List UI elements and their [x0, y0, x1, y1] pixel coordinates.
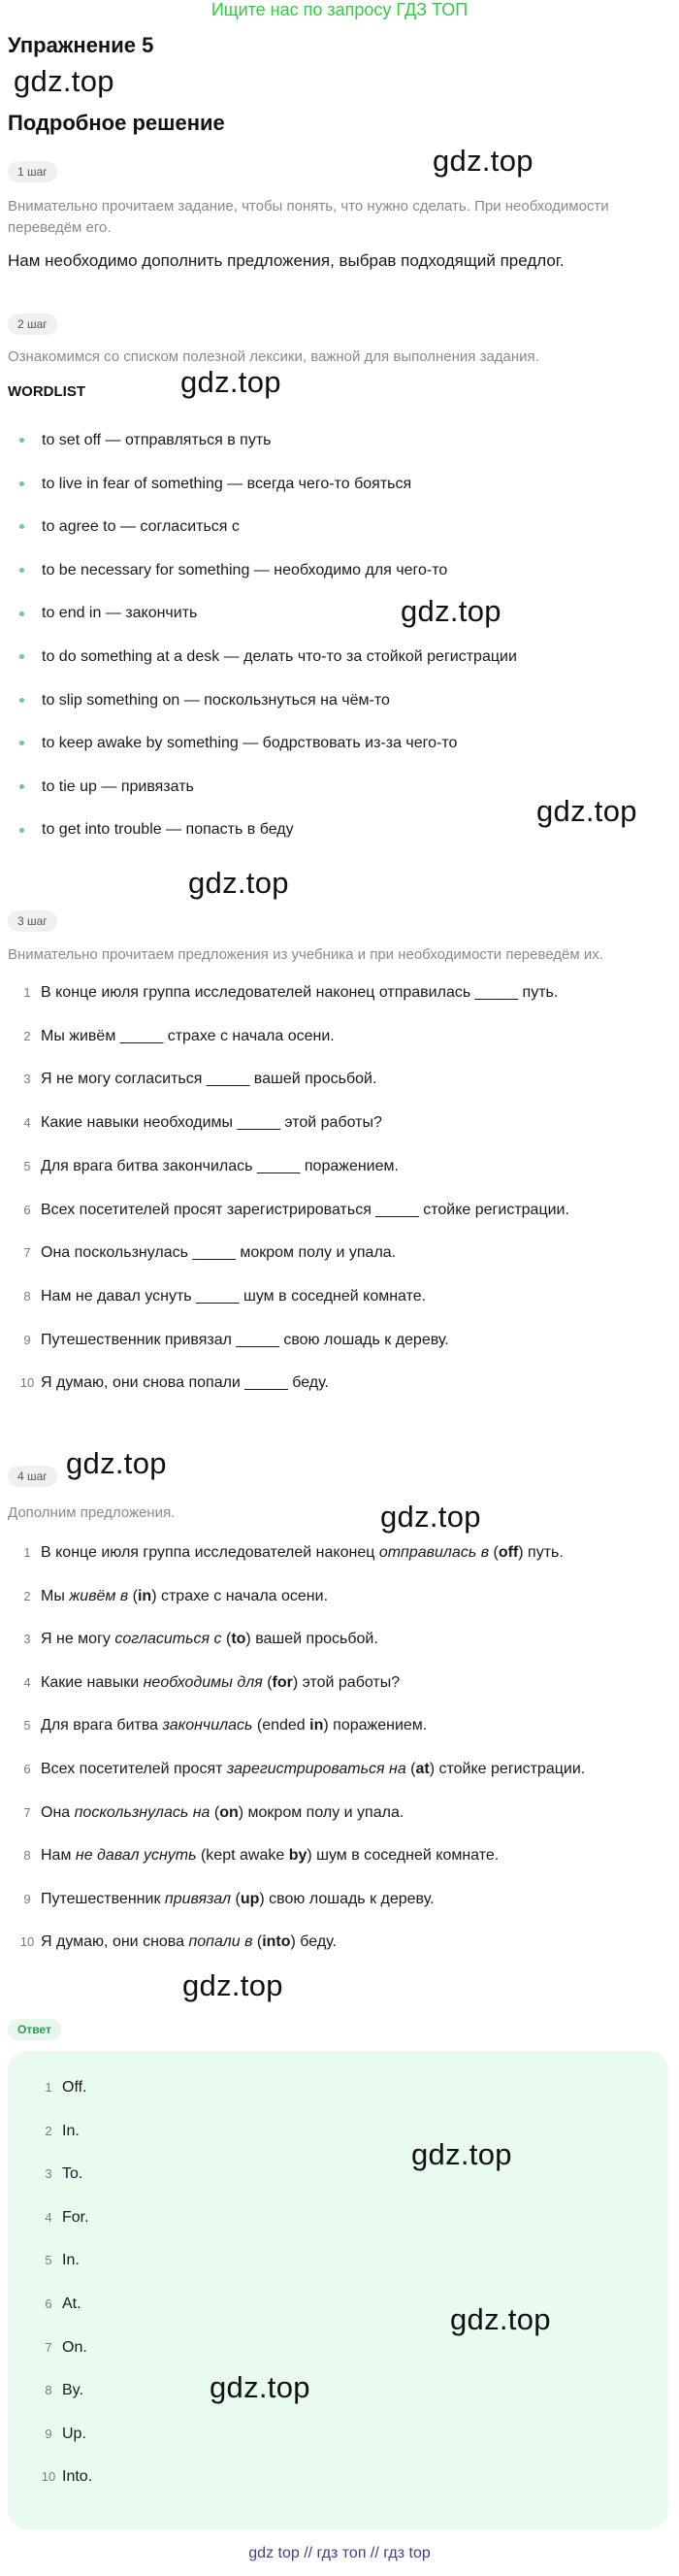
sentence-number: 4	[23, 1674, 31, 1690]
answer-text: In.	[62, 2252, 80, 2269]
wordlist-item-text: to live in fear of something — всегда чего-то бояться	[42, 475, 412, 492]
sentence-text: Какие навыки необходимы _____ этой работы?	[41, 1114, 382, 1132]
completed-sentence-item	[14, 1755, 585, 1784]
wordlist-item-text: to slip something on — поскользнуться на чём-то	[42, 691, 390, 709]
completed-sentence-item	[14, 1841, 499, 1870]
step-text: Нам необходимо дополнить предложения, выбрав подходящий предлог.	[8, 251, 565, 270]
answer-item	[35, 2073, 87, 2102]
sentence-item	[14, 978, 558, 1007]
watermark: gdz.top	[210, 2370, 310, 2404]
sentence-text: Мы живём _____ страхе с начала осени.	[41, 1027, 335, 1044]
step-badge: 3 шаг	[8, 910, 57, 932]
answer-number: 2	[45, 2123, 52, 2138]
sentence-number: 7	[23, 1245, 31, 1261]
verb-phrase: зарегистрироваться на	[226, 1761, 406, 1777]
verb-phrase: отправилась в	[378, 1544, 490, 1561]
verb-phrase: закончилась	[162, 1717, 253, 1734]
answer-text: Up.	[62, 2425, 86, 2442]
sentence-number: 3	[23, 1632, 31, 1647]
completed-sentence-text: Для врага битва закончилась (ended in) поражением.	[41, 1717, 428, 1734]
sentence-number: 9	[23, 1332, 31, 1347]
watermark: gdz.top	[536, 794, 637, 828]
sentence-text: Всех посетителей просят зарегистрироваться _____ стойке регистрации.	[41, 1201, 569, 1218]
completed-sentence-item	[14, 1928, 337, 1957]
completed-sentence-text: Мы живём в (in) страхе с начала осени.	[41, 1587, 329, 1604]
sentence-text: Она поскользнулась _____ мокром полу и упала.	[41, 1244, 397, 1262]
answer-item	[35, 2290, 81, 2319]
sentence-item	[14, 1369, 329, 1398]
exercise-title: Упражнение 5	[8, 33, 154, 57]
sentence-number: 6	[23, 1762, 31, 1776]
wordlist-item	[19, 470, 411, 499]
preposition: in	[137, 1587, 152, 1604]
step-note: Ознакомимся со списком полезной лексики, важной для выполнения задания.	[8, 348, 539, 365]
answer-item	[35, 2117, 80, 2146]
watermark: gdz.top	[188, 866, 289, 900]
wordlist-item	[19, 773, 194, 802]
answer-number: 8	[45, 2383, 52, 2398]
answer-text: For.	[62, 2208, 89, 2226]
answer-text: Off.	[62, 2079, 87, 2096]
footer-links: gdz top // гдз топ // гдз top	[248, 2545, 431, 2561]
wordlist-item-text: to do something at a desk — делать что-то за стойкой регистрации	[42, 648, 517, 665]
answer-text: In.	[62, 2122, 80, 2139]
wordlist-title: WORDLIST	[8, 383, 85, 400]
sentence-number: 8	[23, 1848, 31, 1864]
answer-number: 7	[45, 2339, 52, 2355]
wordlist-item-text: to get into trouble — попасть в беду	[42, 821, 294, 839]
step-badge: 4 шаг	[8, 1466, 57, 1487]
sentence-item	[14, 1152, 399, 1181]
answer-item	[35, 2376, 83, 2405]
sentence-number: 4	[23, 1115, 31, 1131]
sentence-text: Нам не давал уснуть _____ шум в соседней комнате.	[41, 1287, 427, 1305]
answer-number: 9	[45, 2426, 52, 2441]
sentence-number: 10	[19, 1375, 35, 1391]
completed-sentence-item	[14, 1799, 404, 1828]
bullet-dot-icon	[19, 698, 24, 703]
completed-sentence-item	[14, 1711, 427, 1740]
bullet-dot-icon	[19, 438, 24, 443]
wordlist-item-text: to be necessary for something — необходимо для чего-то	[42, 561, 448, 578]
wordlist-item-text: to agree to — согласиться с	[42, 518, 240, 536]
bullet-dot-icon	[19, 741, 24, 745]
bullet-dot-icon	[19, 524, 24, 529]
preposition: by	[288, 1847, 307, 1865]
answer-box	[8, 2051, 668, 2529]
sentence-number: 5	[23, 1718, 31, 1734]
wordlist-item	[19, 426, 271, 455]
watermark: gdz.top	[450, 2302, 551, 2336]
answer-text: To.	[62, 2165, 83, 2183]
answer-text: At.	[62, 2295, 81, 2312]
answer-text: By.	[62, 2382, 83, 2399]
sentence-number: 5	[23, 1158, 31, 1173]
sentence-item	[14, 1326, 449, 1355]
sentence-text: Я думаю, они снова попали _____ беду.	[41, 1374, 329, 1392]
sentence-number: 10	[19, 1934, 35, 1950]
wordlist-item	[19, 599, 197, 628]
answer-item	[35, 2462, 92, 2492]
answer-number: 5	[45, 2253, 52, 2268]
verb-phrase: необходимы для	[143, 1673, 263, 1691]
sentence-text: Путешественник привязал _____ свою лошадь к дереву.	[41, 1331, 449, 1348]
answer-badge: Ответ	[8, 2019, 61, 2040]
wordlist-item-text: to keep awake by something — бодрствовать из-за чего-то	[42, 735, 458, 752]
answer-item	[35, 2160, 82, 2189]
step-badge: 1 шаг	[8, 161, 57, 182]
step-badge: 2 шаг	[8, 314, 57, 335]
answer-item	[35, 2333, 87, 2362]
completed-sentence-item	[14, 1668, 400, 1698]
completed-sentence-item	[14, 1885, 435, 1914]
completed-sentence-text: Путешественник привязал (up) свою лошадь к дереву.	[41, 1890, 435, 1907]
sentence-text: Я не могу согласиться _____ вашей просьбой.	[41, 1071, 377, 1088]
sentence-text: В конце июля группа исследователей наконец отправилась _____ путь.	[41, 984, 559, 1001]
completed-sentence-item	[14, 1582, 328, 1611]
wordlist-item	[19, 686, 390, 715]
answer-item	[35, 2203, 89, 2232]
sentence-number: 1	[23, 985, 31, 1000]
verb-phrase: живём в	[69, 1587, 129, 1604]
wordlist-item-text: to tie up — привязать	[42, 777, 194, 795]
bullet-dot-icon	[19, 828, 24, 833]
bullet-dot-icon	[19, 611, 24, 616]
completed-sentence-text: Нам не давал уснуть (kept awake by) шум в соседней комнате.	[41, 1847, 500, 1865]
preposition: up	[240, 1890, 260, 1907]
verb-phrase: не давал уснуть	[75, 1847, 197, 1865]
answer-number: 6	[45, 2296, 52, 2311]
bullet-dot-icon	[19, 654, 24, 659]
sentence-number: 2	[23, 1588, 31, 1603]
completed-sentence-item	[14, 1625, 378, 1654]
watermark: gdz.top	[180, 365, 281, 399]
completed-sentence-text: В конце июля группа исследователей наконец отправилась в (off) путь.	[41, 1544, 564, 1561]
answer-number: 10	[41, 2469, 56, 2485]
sentence-number: 3	[23, 1072, 31, 1087]
sentence-item	[14, 1282, 426, 1311]
sentence-number: 6	[23, 1202, 31, 1217]
completed-sentence-text: Я думаю, они снова попали в (into) беду.	[41, 1933, 338, 1951]
sentence-item	[14, 1108, 382, 1138]
wordlist-item	[19, 643, 517, 672]
step-note: Внимательно прочитаем предложения из учебника и при необходимости переведём их.	[8, 946, 603, 963]
answer-text: On.	[62, 2338, 87, 2356]
sentence-item	[14, 1065, 376, 1094]
completed-sentence-text: Я не могу согласиться с (to) вашей просьбой.	[41, 1631, 378, 1648]
preposition: in	[309, 1717, 324, 1734]
wordlist-item	[19, 815, 294, 844]
answer-number: 4	[45, 2209, 52, 2225]
preposition: into	[262, 1933, 291, 1951]
completed-sentence-text: Какие навыки необходимы для (for) этой работы?	[41, 1673, 401, 1691]
watermark: gdz.top	[433, 144, 534, 178]
wordlist-item-text: to set off — отправляться в путь	[42, 432, 272, 448]
watermark: gdz.top	[14, 64, 114, 98]
wordlist-item	[19, 556, 447, 585]
completed-sentence-text: Она поскользнулась на (on) мокром полу и упала.	[41, 1803, 404, 1821]
sentence-number: 7	[23, 1804, 31, 1820]
sentence-number: 9	[23, 1891, 31, 1906]
answer-text: Into.	[62, 2468, 93, 2486]
bullet-dot-icon	[19, 481, 24, 486]
watermark: gdz.top	[380, 1500, 481, 1534]
completed-sentence-item	[14, 1538, 564, 1568]
sentence-item	[14, 1022, 335, 1051]
wordlist-item	[19, 512, 240, 542]
sentence-number: 8	[23, 1288, 31, 1304]
step-note: Дополним предложения.	[8, 1504, 176, 1521]
answer-item	[35, 2420, 86, 2449]
step-note: Внимательно прочитаем задание, чтобы понять, что нужно сделать. При необходимости переведём его.	[8, 198, 609, 236]
bullet-dot-icon	[19, 784, 24, 789]
preposition: for	[272, 1673, 293, 1691]
answer-number: 3	[45, 2166, 52, 2182]
completed-sentence-text: Всех посетителей просят зарегистрироваться на (at) стойке регистрации.	[41, 1761, 586, 1777]
verb-phrase: согласиться с	[114, 1631, 222, 1648]
search-banner: Ищите нас по запросу ГДЗ ТОП	[210, 0, 469, 19]
solution-subtitle: Подробное решение	[8, 111, 225, 135]
watermark: gdz.top	[182, 1968, 283, 2002]
watermark: gdz.top	[66, 1446, 167, 1480]
bullet-dot-icon	[19, 568, 24, 573]
preposition: off	[498, 1544, 519, 1561]
verb-phrase: поскользнулась на	[74, 1803, 210, 1821]
wordlist-item-text: to end in — закончить	[42, 605, 198, 622]
answer-number: 1	[45, 2080, 52, 2095]
verb-phrase: попали в	[188, 1933, 253, 1951]
sentence-number: 1	[23, 1545, 31, 1560]
sentence-number: 2	[23, 1028, 31, 1043]
preposition: on	[219, 1803, 239, 1821]
wordlist-item	[19, 729, 457, 758]
preposition: to	[231, 1631, 246, 1648]
sentence-item	[14, 1238, 396, 1268]
verb-phrase: привязал	[164, 1890, 232, 1907]
sentence-item	[14, 1196, 569, 1225]
watermark: gdz.top	[411, 2137, 512, 2171]
sentence-text: Для врага битва закончилась _____ поражением.	[41, 1157, 399, 1174]
preposition: at	[415, 1761, 430, 1777]
watermark: gdz.top	[401, 594, 501, 628]
answer-item	[35, 2246, 80, 2275]
